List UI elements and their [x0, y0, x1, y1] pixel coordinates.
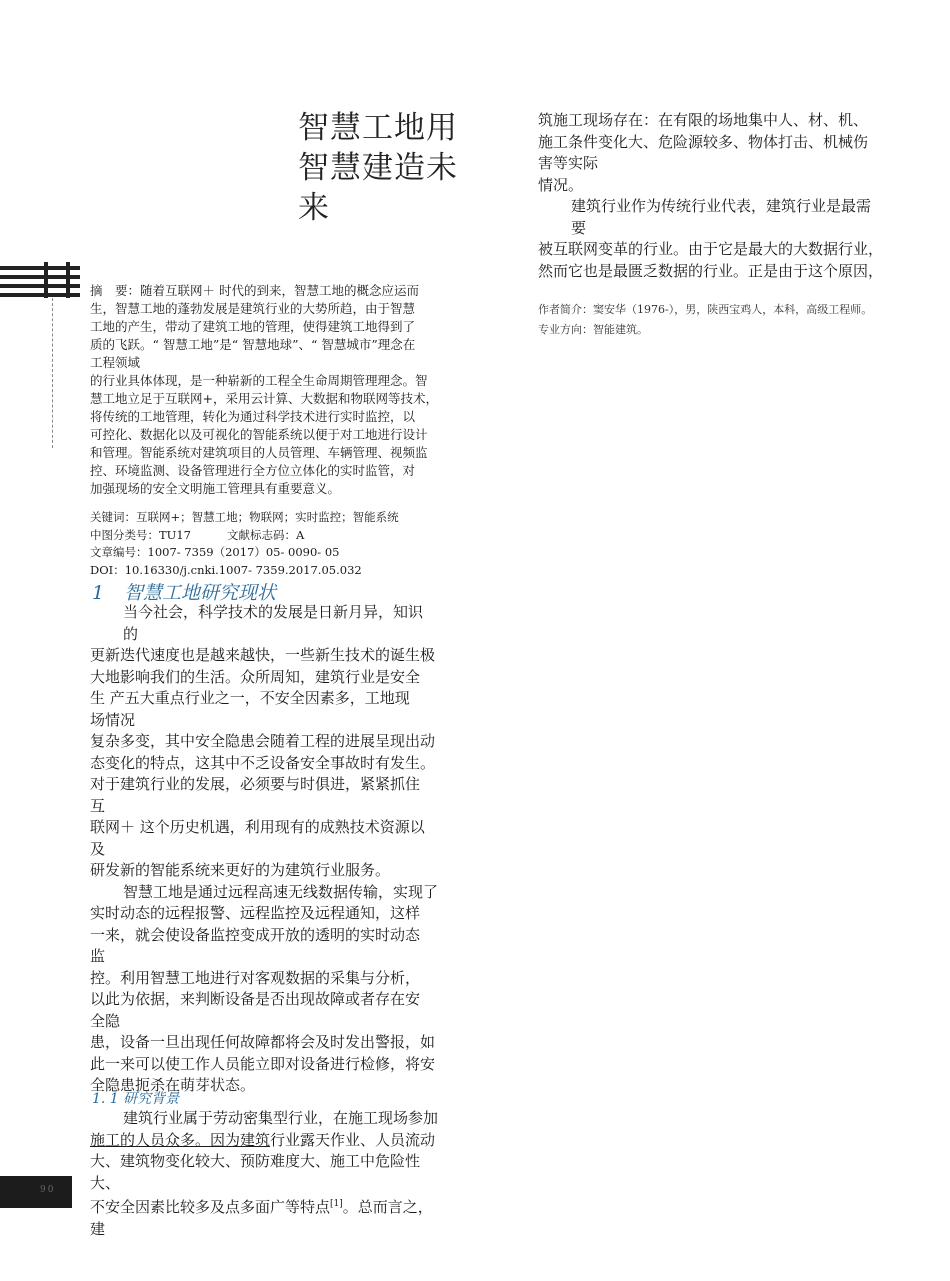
- body-line: 全隐患扼杀在萌芽状态。: [90, 1076, 256, 1094]
- body-line: 复杂多变，其中安全隐患会随着工程的进展呈现出动: [90, 732, 436, 750]
- body-line: 的: [123, 624, 139, 643]
- body-line: 研发新的智能系统来更好的为建筑行业服务。: [90, 861, 391, 879]
- classification-number: 中图分类号：TU17: [90, 527, 191, 542]
- body-line: 全隐: [90, 1011, 121, 1030]
- article-meta: [90, 509, 468, 579]
- page-number-tab: [0, 1176, 72, 1208]
- body-line: 对于建筑行业的发展，必须要与时俱进，紧紧抓住: [90, 775, 421, 793]
- decorative-dashed-line: [52, 298, 53, 448]
- abstract: [90, 282, 468, 498]
- section-title: 智慧工地研究现状: [124, 582, 277, 604]
- document-code: 文献标志码：A: [227, 527, 305, 542]
- section-body: [90, 602, 468, 1097]
- subsection-body: [90, 1108, 468, 1240]
- body-line: 场情况: [90, 710, 136, 729]
- citation-marker[interactable]: [1]: [330, 1199, 343, 1209]
- title-line: 来: [298, 190, 330, 226]
- body-line: 建: [90, 1219, 106, 1238]
- body-line: 然而它也是最匮乏数据的行业。正是由于这个原因，: [538, 261, 884, 280]
- underlined-text: 施工的人员众多。因为建筑: [90, 1130, 271, 1149]
- body-line: 当今社会，科学技术的发展是日新月异，知识: [123, 603, 424, 621]
- right-column-body: [538, 110, 910, 282]
- body-text-fragment: 行业露天作业、人员流动: [270, 1130, 436, 1149]
- body-line: 态变化的特点，这其中不乏设备安全事故时有发生。: [90, 753, 436, 772]
- body-text-fragment: 不安全因素比较多及点多面广等特点: [90, 1198, 331, 1216]
- abstract-line: 生，智慧工地的蓬勃发展是建筑行业的大势所趋，由于智慧: [90, 301, 416, 316]
- body-line: 情况。: [538, 175, 584, 194]
- body-line: 此一来可以使工作人员能立即对设备进行检修，将安: [90, 1054, 436, 1073]
- body-line: 以此为依据，来判断设备是否出现故障或者存在安: [90, 990, 421, 1008]
- author-bio: 作者简介：窦安华（1976-），男，陕西宝鸡人，本科，高级工程师。: [538, 303, 873, 316]
- abstract-line: 工地的产生，带动了建筑工地的管理，使得建筑工地得到了: [90, 319, 416, 334]
- doi: DOI：10.16330/j.cnki.1007- 7359.2017.05.032: [90, 562, 362, 577]
- body-line: 一来，就会使设备监控变成开放的透明的实时动态: [90, 925, 421, 944]
- body-line: 监: [90, 947, 106, 965]
- body-line: 实时动态的远程报警、远程监控及远程通知，这样: [90, 904, 421, 922]
- classification-line: [90, 527, 468, 545]
- body-line: 控。利用智慧工地进行对客观数据的采集与分析，: [90, 968, 421, 987]
- body-line: 要: [571, 218, 587, 237]
- abstract-line: 慧工地立足于互联网+，采用云计算、大数据和物联网等技术，: [90, 391, 438, 406]
- body-line: 建筑行业作为传统行业代表，建筑行业是最需: [571, 197, 872, 215]
- body-line: 筑施工现场存在：在有限的场地集中人、材、机、: [538, 111, 869, 129]
- abstract-line: 摘 要：随着互联网＋ 时代的到来，智慧工地的概念应运而: [90, 283, 419, 298]
- article-title: [298, 108, 478, 228]
- abstract-line: 将传统的工地管理，转化为通过科学技术进行实时监控，以: [90, 409, 416, 424]
- body-line: 大、建筑物变化较大、预防难度大、施工中危险性: [90, 1152, 421, 1170]
- body-line: 患，设备一旦出现任何故障都将会及时发出警报，如: [90, 1033, 436, 1051]
- body-line: 建筑行业属于劳动密集型行业，在施工现场参加: [123, 1109, 439, 1127]
- abstract-line: 加强现场的安全文明施工管理具有重要意义。: [90, 481, 341, 496]
- abstract-line: 控、环境监测、设备管理进行全方位立体化的实时监管，对: [90, 463, 416, 478]
- abstract-line: 的行业具体体现，是一种崭新的工程全生命周期管理理念。智: [90, 373, 428, 388]
- title-line: 智慧建造未: [298, 150, 458, 186]
- section-number: 1: [92, 582, 105, 604]
- body-text-fragment: 。总而言之，: [342, 1198, 433, 1216]
- body-line: 大、: [90, 1173, 121, 1192]
- body-line: 施工条件变化大、危险源较多、物体打击、机械伤: [538, 132, 869, 151]
- body-line: 大地影响我们的生活。众所周知，建筑行业是安全: [90, 667, 421, 686]
- subsection-heading: 1. 1 研究背景: [92, 1091, 180, 1107]
- body-line: [90, 1130, 468, 1152]
- article-number: 文章编号：1007- 7359（2017）05- 0090- 05: [90, 545, 340, 559]
- body-line: 智慧工地是通过远程高速无线数据传输，实现了: [123, 882, 439, 901]
- body-line: 联网＋ 这个历史机遇，利用现有的成熟技术资源以: [90, 818, 425, 836]
- body-line: 生 产五大重点行业之一，不安全因素多，工地现: [90, 689, 410, 707]
- author-note: [538, 300, 918, 340]
- keywords: 关键词：互联网+；智慧工地；物联网；实时监控；智能系统: [90, 510, 399, 524]
- author-specialty: 专业方向：智能建筑。: [538, 323, 648, 336]
- abstract-line: 工程领域: [90, 355, 141, 370]
- abstract-line: 可控化、数据化以及可视化的智能系统以便于对工地进行设计: [90, 427, 428, 442]
- body-line: [90, 1194, 468, 1219]
- body-line: 互: [90, 796, 106, 815]
- abstract-line: 和管理。智能系统对建筑项目的人员管理、车辆管理、视频监: [90, 445, 428, 460]
- abstract-line: 质的飞跃。“ 智慧工地”是“ 智慧地球”、“ 智慧城市”理念在: [90, 337, 416, 352]
- section-heading: [92, 578, 276, 605]
- title-line: 智慧工地用: [298, 110, 458, 146]
- body-line: 更新迭代速度也是越来越快，一些新生技术的诞生极: [90, 646, 436, 664]
- body-line: 害等实际: [538, 154, 599, 172]
- page-number: 90: [40, 1185, 56, 1195]
- body-line: 被互联网变革的行业。由于它是最大的大数据行业，: [538, 240, 884, 258]
- body-line: 及: [90, 839, 106, 858]
- decorative-bars: [0, 262, 80, 298]
